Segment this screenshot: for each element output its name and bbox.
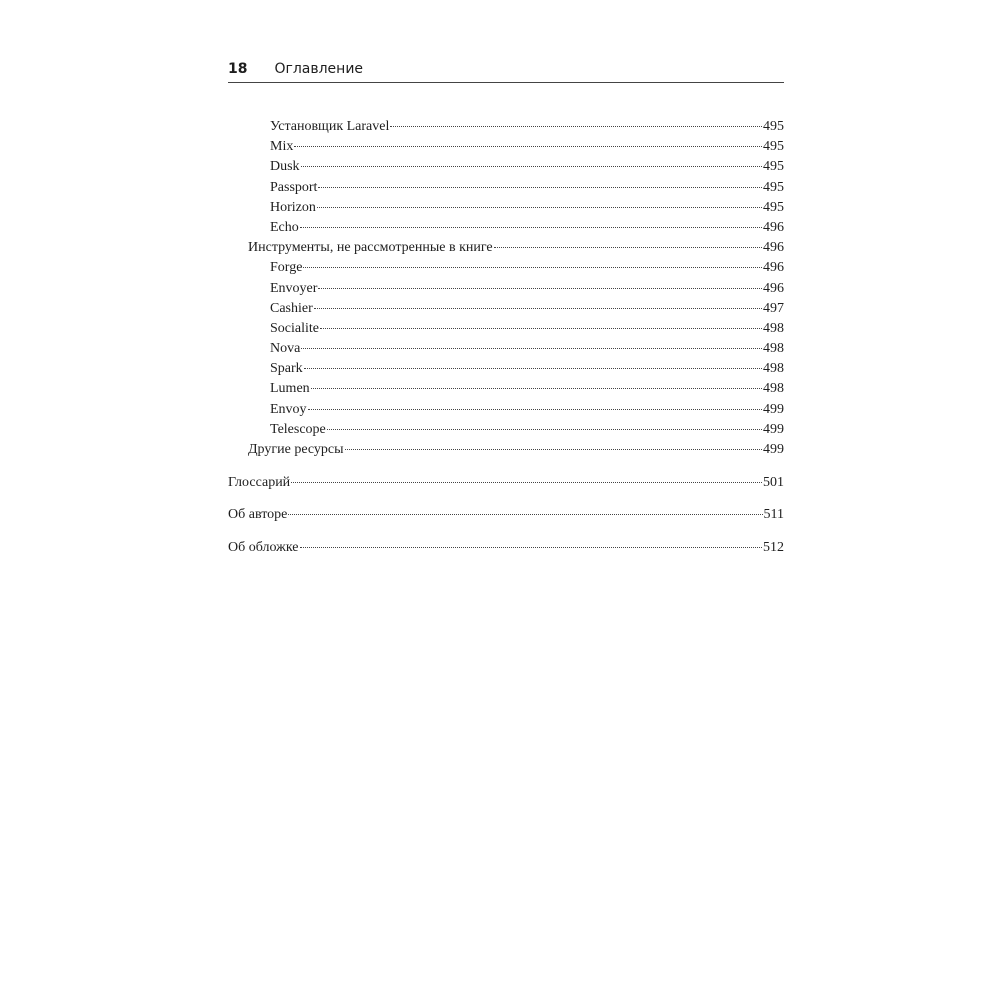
toc-entry-title: Envoyer (270, 280, 318, 296)
toc-entry-title: Envoy (270, 401, 307, 417)
dot-leader (303, 266, 762, 268)
dot-leader (311, 387, 762, 389)
toc-entry-title: Инструменты, не рассмотренные в книге (248, 240, 493, 256)
dot-leader (390, 125, 762, 127)
toc-entry-title: Telescope (270, 421, 326, 437)
toc-entry (228, 198, 784, 218)
toc-entry (228, 238, 784, 258)
toc-entry-title: Глоссарий (228, 474, 291, 490)
toc-entry-page: 495 (763, 159, 784, 175)
toc-entry (228, 505, 784, 525)
toc-entry-title: Lumen (270, 381, 310, 397)
toc-entry-title: Другие ресурсы (248, 442, 344, 457)
toc-entry-title: Forge (270, 260, 303, 276)
toc-entry (228, 400, 784, 420)
section-title: Оглавление (274, 61, 364, 77)
dot-leader (308, 408, 762, 410)
toc-entry (228, 137, 784, 157)
toc-entry-title: Об обложке (228, 540, 299, 556)
toc-entry (228, 359, 784, 379)
toc-entry-page: 496 (763, 219, 784, 235)
toc-entry-page: 496 (763, 280, 784, 296)
dot-leader (300, 546, 763, 548)
dot-leader (327, 428, 762, 430)
toc-entry (228, 279, 784, 299)
toc-entry-title: Echo (270, 219, 299, 235)
dot-leader (314, 307, 762, 309)
dot-leader (345, 448, 762, 450)
header-rule (228, 82, 784, 83)
toc-entry-title: Установщик Laravel (270, 119, 390, 134)
toc-entry-title: Passport (270, 179, 318, 195)
dot-leader (317, 206, 762, 208)
toc-entry-title: Об авторе (228, 507, 288, 523)
page-number: 18 (228, 61, 248, 77)
dot-leader (294, 145, 762, 147)
toc-entry (228, 473, 784, 493)
dot-leader (318, 287, 762, 289)
toc-entry-title: Cashier (270, 300, 313, 316)
toc-entry (228, 440, 784, 460)
toc-entry-page: 498 (763, 320, 784, 336)
toc-entry-page: 501 (763, 474, 784, 490)
toc-entry-page: 495 (763, 179, 784, 195)
toc-entry-page: 499 (763, 442, 784, 457)
toc-entry-title: Dusk (270, 159, 300, 175)
dot-leader (301, 165, 762, 167)
dot-leader (318, 186, 762, 188)
dot-leader (288, 513, 762, 515)
table-of-contents (228, 117, 784, 558)
dot-leader (301, 347, 762, 349)
dot-leader (300, 226, 762, 228)
toc-entry (228, 117, 784, 137)
toc-entry (228, 538, 784, 558)
running-head (228, 58, 784, 80)
toc-entry (228, 157, 784, 177)
toc-entry-page: 495 (763, 119, 784, 134)
toc-entry-title: Horizon (270, 199, 316, 215)
toc-entry-title: Socialite (270, 320, 319, 336)
toc-entry (228, 339, 784, 359)
dot-leader (291, 481, 762, 483)
dot-leader (304, 367, 762, 369)
toc-entry-title: Nova (270, 341, 301, 357)
toc-entry-page: 498 (763, 381, 784, 397)
toc-entry-title: Mix (270, 139, 294, 155)
toc-entry-page: 498 (763, 361, 784, 377)
toc-entry (228, 258, 784, 278)
toc-entry (228, 178, 784, 198)
toc-entry-page: 499 (763, 401, 784, 417)
toc-entry-page: 499 (763, 421, 784, 437)
toc-entry (228, 319, 784, 339)
toc-entry-page: 495 (763, 199, 784, 215)
toc-entry-page: 497 (763, 300, 784, 316)
toc-entry (228, 420, 784, 440)
toc-entry-page: 496 (763, 240, 784, 256)
toc-entry-title: Spark (270, 361, 303, 377)
toc-entry (228, 299, 784, 319)
dot-leader (494, 246, 762, 248)
toc-entry-page: 495 (763, 139, 784, 155)
toc-entry-page: 496 (763, 260, 784, 276)
dot-leader (320, 327, 762, 329)
toc-entry (228, 379, 784, 399)
toc-entry-page: 498 (763, 341, 784, 357)
toc-entry-page: 512 (763, 540, 784, 556)
toc-entry-page: 511 (763, 507, 784, 523)
toc-entry (228, 218, 784, 238)
